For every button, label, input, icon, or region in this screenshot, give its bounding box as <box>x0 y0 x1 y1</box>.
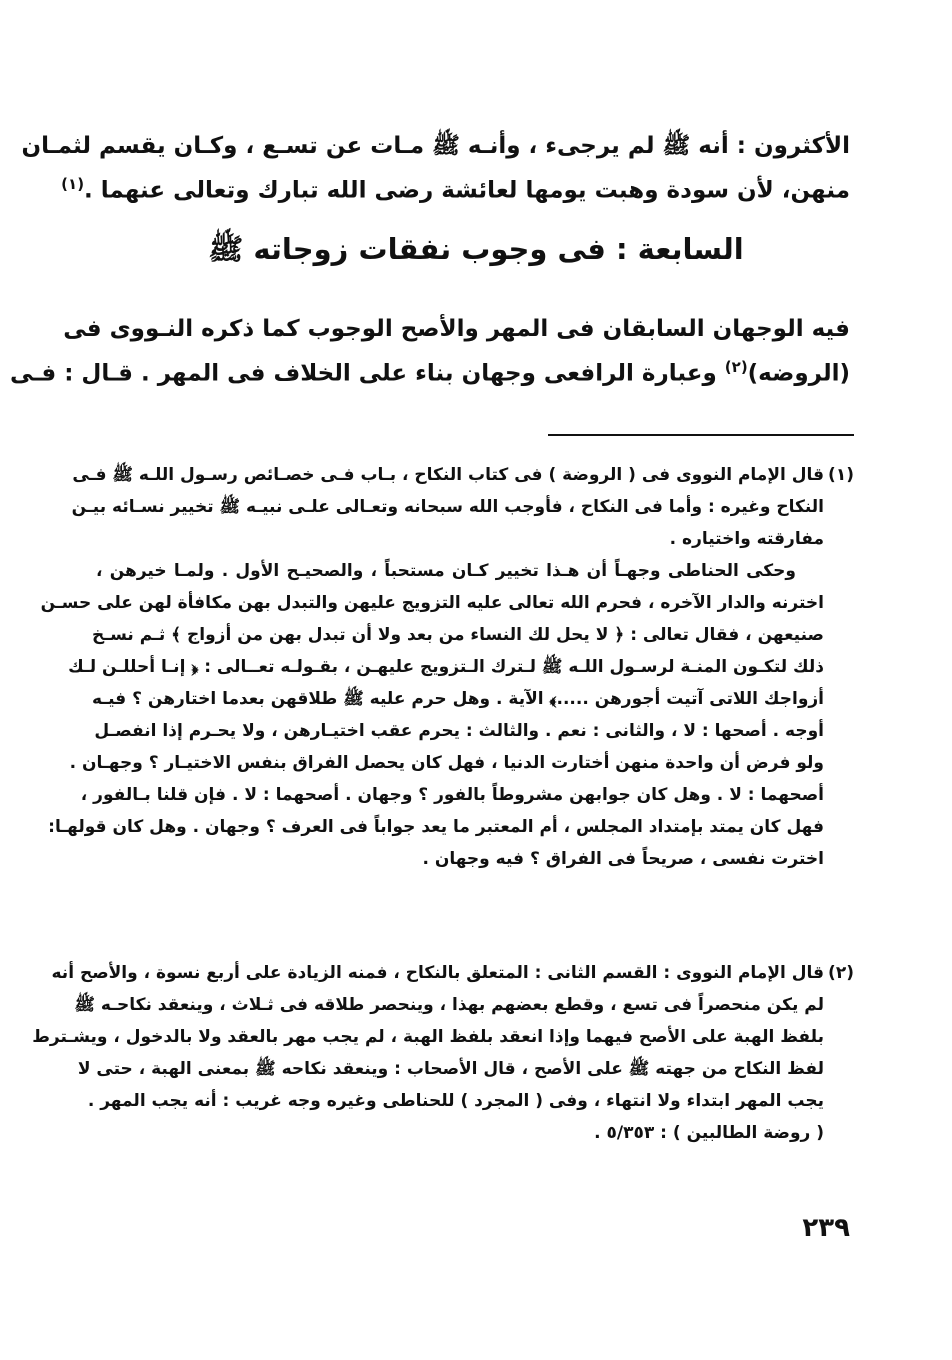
footnote-2 <box>32 957 854 1149</box>
footnote-line: ذلك لتكـون المنـة لرسـول اللـه ﷺ لـترك الـتزويج عليهـن ، بقـولـه تعــالى : ﴿ إنـا أحللـن لـك <box>68 657 824 677</box>
footnote-line: أزواجك اللاتى آتيت أجورهن .....﴾ الآية . وهل حرم عليه ﷺ طلاقهن بعدما اختارهن ؟ فيـه <box>92 689 824 709</box>
footnote-line: لفظ النكاح من جهته ﷺ على الأصح ، قال الأصحاب : وينعقد نكاحه ﷺ بمعنى الهبة ، حتى لا <box>77 1059 824 1079</box>
footnote-line: لم يكن منحصراً فى تسع ، وقطع بعضهم بهذا ، وينحصر طلاقه فى ثـلاث ، وينعقد نكاحـه ﷺ <box>74 995 824 1015</box>
page-number: ٢٣٩ <box>802 1213 850 1243</box>
section-heading: السابعة : فى وجوب نفقات زوجاته ﷺ <box>208 232 744 266</box>
body-paragraph-2 <box>10 310 850 393</box>
footnote-line: فهل كان يمتد بإمتداد المجلس ، أم المعتبر ما يعد جواباً فى العرف ؟ وجهان . وهل كان قولهـا: <box>48 817 824 837</box>
footnote-line: اخترنه والدار الآخره ، فحرم الله تعالى عليه التزويج عليهن والتبدل بهن مكافأة لهن على حسـن <box>40 593 824 613</box>
footnote-line: أوجه . أصحها : لا ، والثانى : نعم . والثالث : يحرم عقب اختيـارهن ، ولا يحـرم إذا انفصـل <box>94 721 824 741</box>
paragraph-line-text: (الروضه) <box>747 360 850 387</box>
paragraph-line-text: منهن، لأن سودة وهبت يومها لعائشة رضى الله تبارك وتعالى عنهما . <box>84 177 850 204</box>
footnote-number: (١) <box>828 465 854 485</box>
footnote-line: قال الإمام النووى فى ( الروضة ) فى كتاب النكاح ، بـاب فـى خصـائص رسـول اللـه ﷺ فـى <box>72 465 824 485</box>
footnote-reference: (١) <box>61 175 85 193</box>
footnote-line: النكاح وغيره : وأما فى النكاح ، فأوجب الله سبحانه وتعـالى علـى نبيـه ﷺ تخيير نسـائه بيـن <box>71 497 824 517</box>
paragraph-line-with-ref <box>61 165 850 210</box>
footnote-line: صنيعهن ، فقال تعالى : ﴿ لا يحل لك النساء من بعد ولا أن تبدل بهن من أزواج ﴾ ثـم نسـخ <box>92 625 824 645</box>
footnote-reference: (٢) <box>724 358 748 376</box>
footnote-line: وحكى الحناطى وجهـاً أن هـذا تخيير كـان مستحباً ، والصحيـح الأول . ولمـا خيرهن ، <box>96 561 796 581</box>
footnote-number: (٢) <box>828 963 854 983</box>
paragraph-line-text: وعبارة الرافعى وجهان بناء على الخلاف فى المهر . قـال : فـى <box>10 360 717 387</box>
paragraph-line: فيه الوجهان السابقان فى المهر والأصح الوجوب كما ذكره النـووى فى <box>63 316 850 342</box>
footnote-line: أصحهما : لا . وهل كان جوابهن مشروطاً بالفور ؟ وجهان . أصحهما : لا . فإن قلنا بـالفور ، <box>80 785 824 805</box>
footnote-line: مفارقته واختياره . <box>669 529 824 549</box>
paragraph-line-with-ref <box>10 348 850 393</box>
footnote-line: ( روضة الطالبين ) : ٥/٣٥٣ . <box>594 1123 824 1143</box>
footnote-1 <box>40 459 854 875</box>
paragraph-line: الأكثرون : أنه ﷺ لم يرجىء ، وأنـه ﷺ مـات عن تسـع ، وكـان يقسم لثمـان <box>21 133 850 159</box>
footnote-line: ولو فرض أن واحدة منهن أختارت الدنيا ، فهل كان يحصل الفراق بنفس الاختيـار ؟ وجهـان . <box>69 753 824 773</box>
footnote-line: اخترت نفسى ، صريحاً فى الفراق ؟ فيه وجهان . <box>422 849 824 869</box>
footnote-line: يجب المهر ابتداء ولا انتهاء ، وفى ( المجرد ) للحناطى وغيره وجه غريب : أنه يجب المهر . <box>87 1091 824 1111</box>
footnote-line: قال الإمام النووى : القسم الثانى : المتعلق بالنكاح ، فمنه الزيادة على أربع نسوة ، والأصح أنه <box>51 963 824 983</box>
footnote-line: بلفظ الهبة على الأصح فيهما وإذا انعقد بلفظ الهبة ، لم يجب مهر بالعقد ولا بالدخول ، ويشـترط <box>32 1027 824 1047</box>
body-paragraph-1 <box>21 127 850 210</box>
footnote-separator <box>548 434 854 436</box>
